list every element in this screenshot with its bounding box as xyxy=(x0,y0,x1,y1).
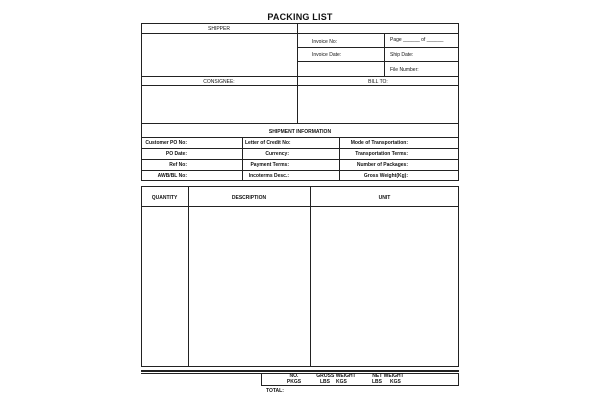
net-kgs-label: KGS xyxy=(390,379,401,385)
letter-of-credit-label: Letter of Credit No: xyxy=(245,140,291,146)
shipper-label: SHIPPER xyxy=(208,26,230,32)
divider xyxy=(141,33,297,34)
transport-terms-label: Transportation Terms: xyxy=(355,151,408,157)
divider xyxy=(261,385,459,386)
page-number-label: Page ______ of ______ xyxy=(390,37,444,43)
divider xyxy=(141,76,459,77)
total-label: TOTAL: xyxy=(266,388,284,394)
net-weight-total-label: NET WEIGHT xyxy=(372,373,404,379)
divider xyxy=(261,373,262,386)
divider xyxy=(458,373,459,386)
payment-terms-label: Payment Terms: xyxy=(250,162,289,168)
gross-lbs-label: LBS xyxy=(320,379,330,385)
divider xyxy=(297,33,459,34)
divider xyxy=(297,61,459,62)
mode-of-transport-label: Mode of Transportation: xyxy=(350,140,408,146)
ref-no-label: Ref No: xyxy=(169,162,187,168)
divider xyxy=(141,148,459,149)
gross-weight-total-label: GROSS WEIGHT xyxy=(316,373,356,379)
awb-bl-label: AWB/BL No: xyxy=(157,173,187,179)
divider xyxy=(384,33,385,76)
unit-header: UNIT xyxy=(378,195,391,201)
no-label: NO. xyxy=(289,373,299,379)
divider xyxy=(141,170,459,171)
quantity-header: QUANTITY xyxy=(151,195,178,201)
divider xyxy=(141,85,459,86)
ship-date-label: Ship Date: xyxy=(390,52,414,58)
description-header: DESCRIPTION xyxy=(231,195,267,201)
divider xyxy=(188,186,189,367)
po-date-label: PO Date: xyxy=(165,151,187,157)
gross-kgs-label: KGS xyxy=(336,379,347,385)
consignee-label: CONSIGNEE: xyxy=(203,79,235,85)
pkgs-label: PKGS xyxy=(286,379,302,385)
divider xyxy=(310,186,311,367)
thick-rule xyxy=(141,370,459,372)
page-title: PACKING LIST xyxy=(267,12,333,22)
customer-po-label: Customer PO No: xyxy=(145,140,187,146)
bill-to-label: BILL TO: xyxy=(368,79,388,85)
num-packages-label: Number of Packages: xyxy=(356,162,408,168)
currency-label: Currency: xyxy=(265,151,289,157)
invoice-date-label: Invoice Date: xyxy=(312,52,342,58)
invoice-no-label: Invoice No: xyxy=(312,39,338,45)
file-number-label: File Number: xyxy=(390,67,419,73)
divider xyxy=(297,23,298,124)
divider xyxy=(141,137,459,138)
divider xyxy=(297,47,459,48)
divider xyxy=(141,159,459,160)
gross-weight-label: Gross Weight(Kg): xyxy=(363,173,408,179)
shipment-info-heading: SHIPMENT INFORMATION xyxy=(268,129,332,135)
incoterms-label: Incoterms Desc.: xyxy=(248,173,289,179)
net-lbs-label: LBS xyxy=(372,379,382,385)
